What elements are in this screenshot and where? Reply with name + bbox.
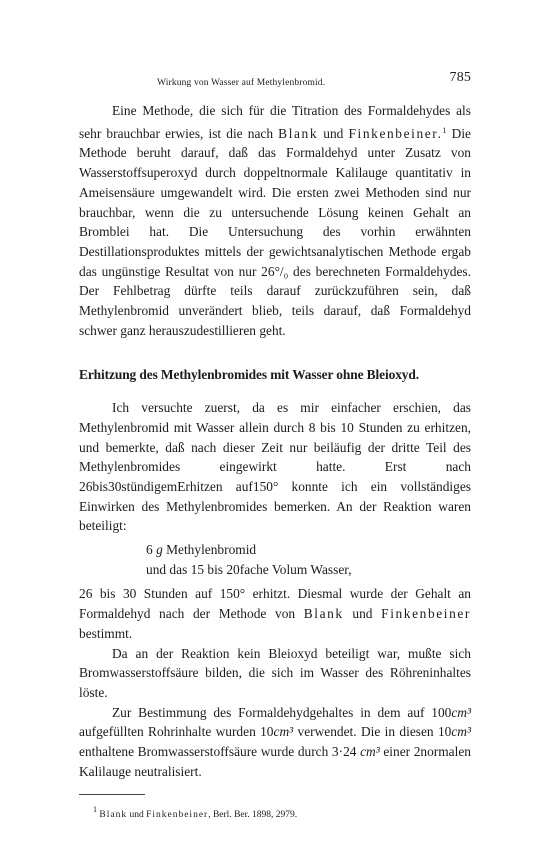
page-number: 785	[449, 70, 471, 85]
unit-cm3: cm³	[451, 704, 471, 720]
para5-text-3: verwendet. Die in diesen 10	[293, 724, 452, 740]
para3-text-3: bestimmt.	[79, 625, 133, 641]
reagent-line-1	[146, 540, 471, 560]
reagent-name: Methylenbromid	[162, 542, 257, 558]
footnote-reference: 1	[442, 125, 447, 135]
book-page	[79, 70, 471, 822]
reagent-unit: g	[156, 542, 163, 558]
paragraph-titration-method	[79, 101, 471, 340]
running-head	[79, 70, 471, 92]
footnote	[79, 803, 471, 822]
unit-cm3: cm³	[273, 724, 294, 740]
section-heading: Erhitzung des Methylenbromides mit Wasser ohne Bleioxyd.	[79, 367, 419, 383]
para1-text-2: und	[318, 125, 349, 141]
author-name-finkenbeiner: Finkenbeiner	[381, 606, 471, 622]
para3-text-2: und	[343, 606, 382, 622]
reagent-amount: 6	[146, 542, 153, 558]
footnote-text-1: und	[127, 809, 147, 820]
para5-text-5: einer 2normalen Kalilauge neutralisiert.	[79, 744, 471, 779]
reagent-line-2: und das 15 bis 20fache Volum Wasser,	[146, 561, 352, 577]
para5-text-4: enthaltene Bromwasserstoffsäure wurde durch 3·24	[79, 744, 361, 760]
author-name-blank: Blank	[303, 606, 344, 622]
para5-text-2: aufgefüllten Rohrinhalte wurden 10	[79, 724, 274, 740]
footnote-citation: , Berl. Ber. 1898, 2979.	[208, 809, 298, 820]
para3-text-1: 26 bis 30 Stunden auf 150° erhitzt. Diesmal wurde der Gehalt an Formaldehyd nach der Methode von	[79, 586, 471, 622]
paragraph-heating-experiment: Ich versuchte zuerst, da es mir einfacher erschien, das Methylenbromid mit Wasser allein durch 8 bis 10 Stunden zu erhitzen, und bemerkte, daß nach dieser Zeit nur beiläufig der dritte Teil des Methylenbromides eingewirkt hatte. Erst nach 26bis30stündigemErhitzen auf150° konnte ich ein vollständiges Einwirken des Methylenbromides bemerken. An der Reaktion waren beteiligt:	[79, 400, 471, 534]
reagent-list	[146, 540, 471, 579]
footnote-divider	[79, 794, 145, 795]
para1-text-1: Eine Methode, die sich für die Titration des Formaldehydes als sehr brauchbar erwies, ist die nach	[79, 103, 471, 141]
paragraph-formaldehyde-determination	[79, 703, 471, 782]
para1-text-3: Die Methode beruht darauf, daß das Formaldehyd unter Zusatz von Wasserstoffsuperoxyd durch doppeltnormale Kalilauge quantitativ in Ameisensäure umgewandelt wird. Die ersten zwei Methoden sind nur brauchbar, wenn die zu untersuchende Lösung keinen Gehalt an Bromblei hat. Die Untersuchung des vorhin erwähnten Destillationsproduktes mittels der gewichtsanalytischen Methode ergab das ungünstige Resultat von nur 26°/₀ des berechneten Formaldehydes. Der Fehlbetrag dürfte teils darauf zurückzuführen sein, daß Methylenbromid unverändert blieb, teils darauf, daß Formaldehyd schwer ganz herauszudestillieren geht.	[79, 125, 472, 338]
footnote-author-blank: Blank	[99, 809, 128, 820]
footnote-number: 1	[93, 804, 97, 814]
para5-text-1: Zur Bestimmung des Formaldehydgehaltes in dem auf 100	[112, 704, 452, 720]
unit-cm3: cm³	[360, 744, 380, 760]
paragraph-hydrobromic-acid: Da an der Reaktion kein Bleioxyd beteiligt war, mußte sich Bromwasserstoffsäure bilden, die sich im Wasser des Röhreninhaltes löste.	[79, 645, 471, 700]
author-name-blank: Blank	[278, 125, 319, 141]
footnote-author-finkenbeiner: Finkenbeiner	[146, 809, 209, 820]
author-name-finkenbeiner: Finkenbeiner.	[348, 125, 443, 141]
paragraph-heating-result	[79, 584, 471, 643]
unit-cm3: cm³	[451, 724, 471, 740]
running-title: Wirkung von Wasser auf Methylenbromid.	[157, 78, 326, 88]
